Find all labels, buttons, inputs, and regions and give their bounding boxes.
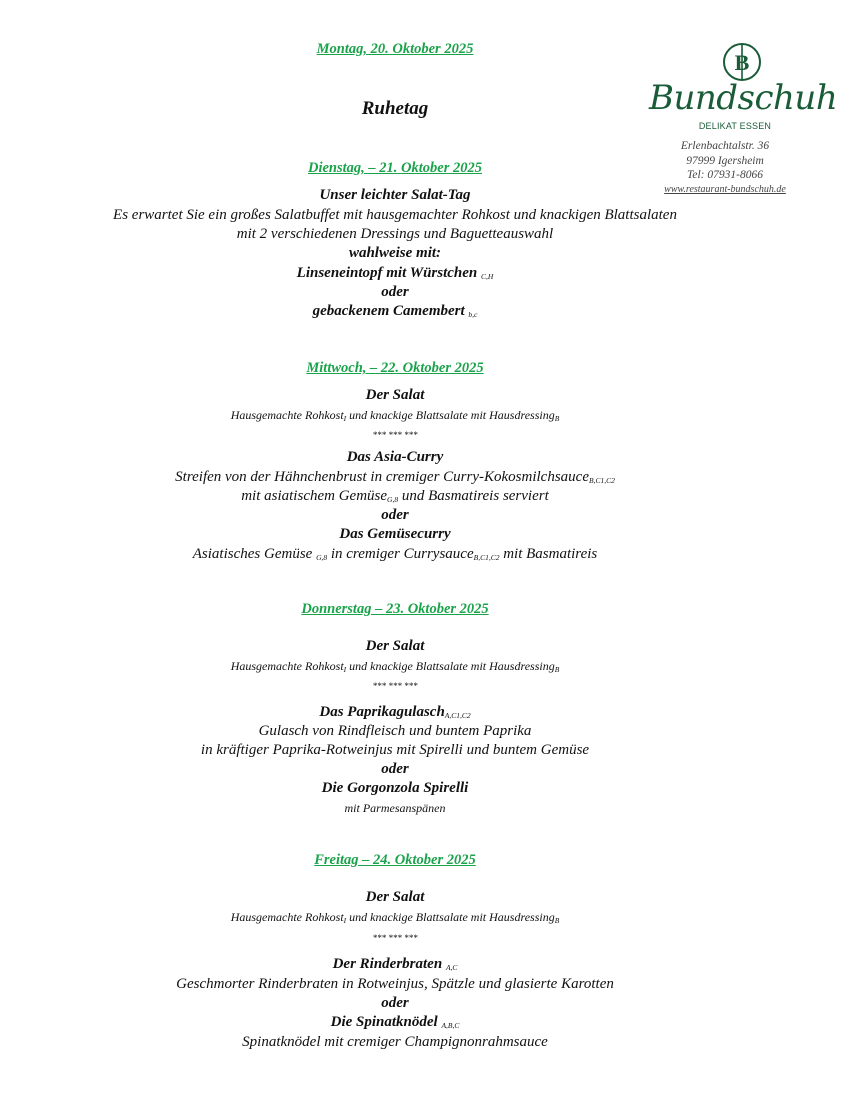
allergen-codes: C,H — [481, 272, 494, 281]
allergen-codes: A,C — [445, 963, 458, 972]
thursday-dish-2-title: Die Gorgonzola Spirelli — [321, 780, 469, 796]
phone: Tel: 07931-8066 — [687, 169, 763, 181]
separator: *** *** *** — [372, 681, 418, 691]
dish-name: Der Rinderbraten — [332, 956, 443, 972]
website-link[interactable]: www.restaurant-bundschuh.de — [664, 183, 786, 195]
dish-text: Asiatisches Gemüse — [192, 546, 317, 562]
salad-text: Hausgemachte Rohkost — [230, 659, 344, 673]
allergen-codes: G,8 — [316, 553, 328, 562]
wednesday-dish-2-description — [0, 546, 790, 563]
dish-text: mit Basmatireis — [499, 546, 598, 562]
friday-or: oder — [381, 995, 409, 1011]
allergen-codes: b,c — [468, 310, 478, 319]
dish-name: Das Paprikagulasch — [319, 704, 445, 720]
separator: *** *** *** — [372, 430, 418, 440]
tuesday-or: oder — [381, 284, 409, 300]
tuesday-option-2-name: gebackenem Camembert — [312, 303, 465, 319]
friday-dish-2-title — [0, 1014, 790, 1031]
allergen-codes: A,C1,C2 — [444, 711, 471, 720]
wednesday-dish-1-description-2 — [0, 488, 790, 505]
address-street: Erlenbachtalstr. 36 — [680, 140, 770, 152]
salad-text: und knackige Blattsalate mit Hausdressing — [346, 408, 555, 422]
dish-text: mit asiatischem Gemüse — [241, 488, 388, 504]
salad-text: und knackige Blattsalate mit Hausdressing — [346, 659, 555, 673]
dish-text: und Basmatireis serviert — [398, 488, 549, 504]
wednesday-or: oder — [381, 507, 409, 523]
wednesday-dish-2-title: Das Gemüsecurry — [339, 526, 451, 542]
friday-dish-2-description: Spinatknödel mit cremiger Champignonrahmsauce — [242, 1034, 548, 1050]
allergen-codes: I — [343, 414, 347, 423]
salad-text: Hausgemachte Rohkost — [230, 408, 344, 422]
wednesday-salad-description — [0, 408, 790, 423]
wednesday-salad-title: Der Salat — [365, 387, 425, 403]
friday-salad-title: Der Salat — [365, 889, 425, 905]
separator: *** *** *** — [372, 933, 418, 943]
allergen-codes: B — [554, 414, 560, 423]
dish-text: in cremiger Currysauce — [327, 546, 474, 562]
allergen-codes: B — [554, 665, 560, 674]
dish-name: Die Spinatknödel — [330, 1014, 438, 1030]
address-city: 97999 Igersheim — [686, 154, 764, 167]
tuesday-option-2 — [0, 303, 790, 320]
tuesday-description-2: mit 2 verschiedenen Dressings und Baguetteauswahl — [236, 226, 554, 242]
allergen-codes: I — [343, 916, 347, 925]
allergen-codes: I — [343, 665, 347, 674]
friday-dish-1-description: Geschmorter Rinderbraten in Rotweinjus, Spätzle und glasierte Karotten — [176, 976, 614, 992]
wednesday-dish-1-description-1 — [0, 469, 790, 486]
thursday-dish-1-description-1: Gulasch von Rindfleisch und buntem Paprika — [258, 723, 532, 739]
thursday-or: oder — [381, 761, 409, 777]
allergen-codes: G,8 — [387, 495, 399, 504]
tuesday-title: Unser leichter Salat-Tag — [319, 187, 471, 203]
tuesday-description-1: Es erwartet Sie ein großes Salatbuffet mit hausgemachter Rohkost und knackigen Blattsalaten — [113, 207, 677, 223]
thursday-heading: Donnerstag – 23. Oktober 2025 — [301, 601, 489, 617]
thursday-dish-1-description-2: in kräftiger Paprika-Rotweinjus mit Spirelli und buntem Gemüse — [200, 742, 590, 758]
tuesday-heading: Dienstag, – 21. Oktober 2025 — [308, 160, 482, 176]
tuesday-option-1-name: Linseneintopf mit Würstchen — [296, 265, 478, 281]
monday-closed-note: Ruhetag — [361, 98, 429, 119]
allergen-codes: B — [554, 916, 560, 925]
wednesday-dish-1-title: Das Asia-Curry — [346, 449, 444, 465]
thursday-salad-description — [0, 659, 790, 674]
brand-name: Bundschuh — [649, 78, 838, 118]
tuesday-choice: wahlweise mit: — [348, 245, 442, 261]
allergen-codes: B,C1,C2 — [588, 476, 615, 485]
thursday-dish-2-description: mit Parmesanspänen — [344, 801, 446, 815]
friday-heading: Freitag – 24. Oktober 2025 — [314, 852, 476, 868]
friday-salad-description — [0, 910, 790, 925]
monday-heading: Montag, 20. Oktober 2025 — [316, 41, 474, 57]
salad-text: und knackige Blattsalate mit Hausdressing — [346, 910, 555, 924]
dish-text: Streifen von der Hähnchenbrust in cremiger Curry-Kokosmilchsauce — [175, 469, 589, 485]
friday-dish-1-title — [0, 956, 790, 973]
salad-text: Hausgemachte Rohkost — [230, 910, 344, 924]
tagline: DELIKAT ESSEN — [698, 121, 772, 131]
svg-text:B: B — [734, 50, 750, 75]
allergen-codes: B,C1,C2 — [473, 553, 500, 562]
allergen-codes: A,B,C — [441, 1021, 460, 1030]
thursday-dish-1-title — [0, 704, 790, 721]
wednesday-heading: Mittwoch, – 22. Oktober 2025 — [306, 360, 484, 376]
tuesday-option-1 — [0, 265, 790, 282]
thursday-salad-title: Der Salat — [365, 638, 425, 654]
